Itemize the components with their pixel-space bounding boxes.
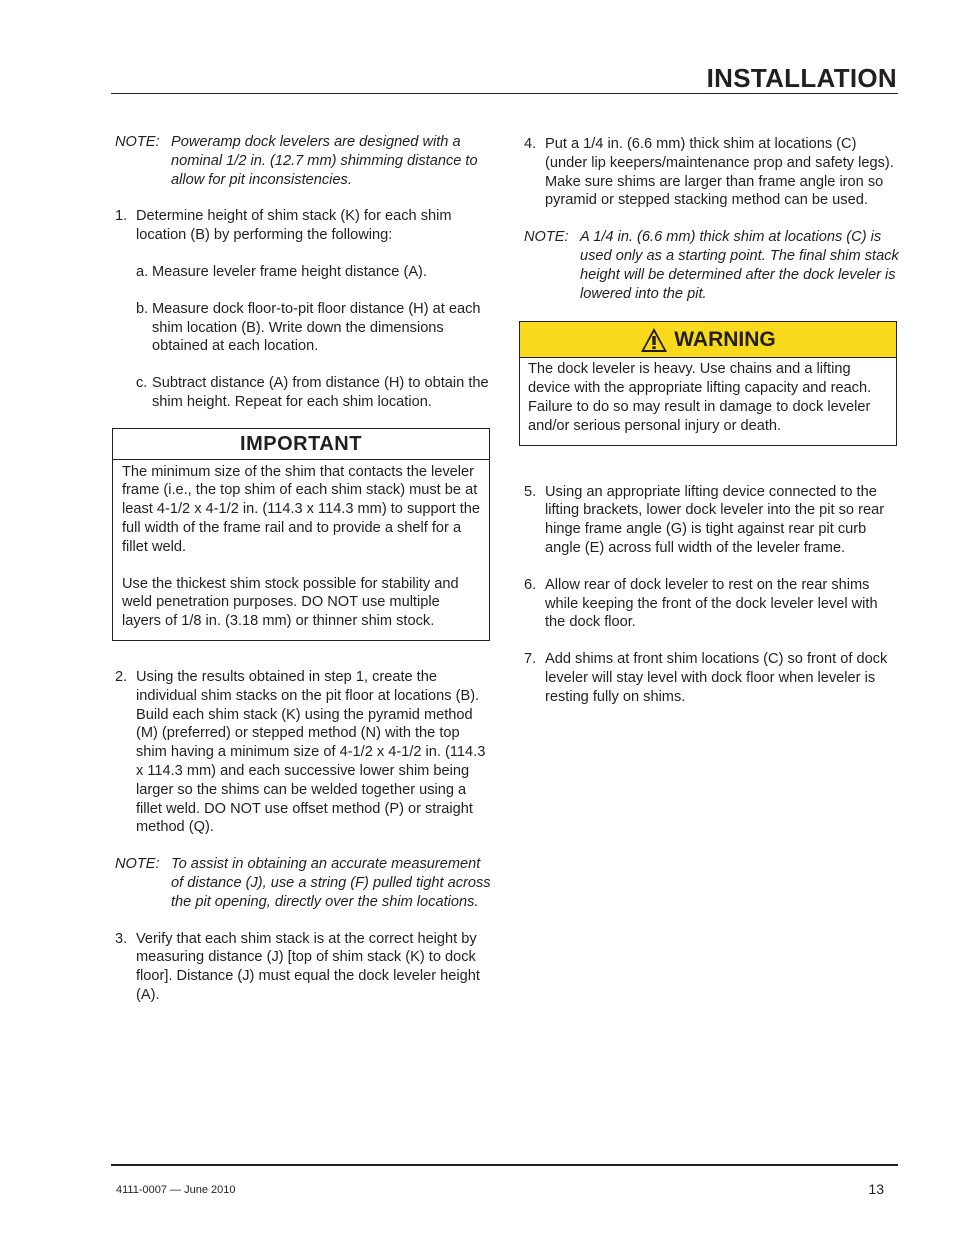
warning-triangle-icon [640, 327, 668, 353]
step-1 [115, 207, 493, 245]
substep-letter: a. [136, 263, 149, 280]
step-number: 4. [524, 136, 537, 152]
note-label: NOTE: [115, 856, 160, 873]
right-column [524, 135, 900, 725]
step-number: 6. [524, 576, 537, 593]
step-5 [524, 483, 900, 558]
step-number: 1. [115, 208, 128, 225]
substep-letter: b. [136, 300, 149, 317]
step-text: Put a 1/4 in. (6.6 mm) thick shim at locations (C) (under lip keepers/maintenance prop and safety legs). Make sure shims are larger than frame angle iron so pyramid or stepped stacking method can be used. [545, 136, 894, 209]
footer-rule [111, 1164, 898, 1166]
note-label: NOTE: [524, 229, 569, 246]
note-pit-inconsistencies [115, 133, 493, 189]
important-box [112, 428, 490, 641]
note-string-measurement [115, 855, 493, 911]
page-title: INSTALLATION [706, 63, 897, 93]
step-2 [115, 668, 493, 837]
note-text: Poweramp dock levelers are designed with a nominal 1/2 in. (12.7 mm) shimming distance to allow for pit inconsistencies. [171, 134, 478, 188]
step-1a [136, 263, 493, 282]
step-1c [136, 374, 493, 412]
step-text: Verify that each shim stack is at the correct height by measuring distance (J) [top of shim stack (K) to dock floor]. Distance (J) must equal the dock leveler height (A). [136, 930, 480, 1003]
important-paragraph-1: The minimum size of the shim that contacts the leveler frame (i.e., the top shim of each shim stack) must be at least 4-1/2 x 4-1/2 in. (114.3 x 114.3 mm) to support the full width of the frame rail and to provide a shelf for a fillet weld. [122, 463, 481, 555]
step-number: 5. [524, 483, 537, 500]
step-6 [524, 576, 900, 632]
note-label: NOTE: [115, 134, 160, 150]
step-1b [136, 300, 493, 356]
substep-letter: c. [136, 375, 148, 392]
step-text: Determine height of shim stack (K) for each shim location (B) by performing the following: [136, 208, 452, 244]
substep-text: Measure dock floor-to-pit floor distance (H) at each shim location (B). Write down the dimensions obtained at each location. [152, 300, 481, 355]
document-id: 4111-0007 — June 2010 [116, 1184, 236, 1196]
step-4 [524, 135, 900, 210]
warning-box [519, 321, 897, 445]
step-7 [524, 650, 900, 706]
step-text: Using an appropriate lifting device connected to the lifting brackets, lower dock leveler into the pit so rear hinge frame angle (G) is tight against rear pit curb angle (E) across full width of the leveler frame. [545, 483, 885, 556]
step-text: Add shims at front shim locations (C) so front of dock leveler will stay level with dock floor when leveler is resting fully on shims. [545, 651, 888, 705]
page-number: 13 [868, 1181, 884, 1197]
note-text: To assist in obtaining an accurate measurement of distance (J), use a string (F) pulled tight across the pit opening, directly over the shim locations. [171, 856, 491, 910]
important-paragraph-2: Use the thickest shim stock possible for stability and weld penetration purposes. DO NOT use multiple layers of 1/8 in. (3.18 mm) or thinner shim stock. [122, 575, 459, 630]
warning-header [520, 322, 896, 358]
warning-body: The dock leveler is heavy. Use chains and a lifting device with the appropriate lifting capacity and reach. Failure to do so may result in damage to dock leveler and/or serious personal injury or death. [528, 361, 872, 434]
header-rule [111, 93, 898, 94]
step-text: Allow rear of dock leveler to rest on the rear shims while keeping the front of the dock leveler level with the dock floor. [545, 576, 878, 631]
note-starting-point [524, 228, 900, 303]
step-number: 3. [115, 930, 128, 947]
step-number: 2. [115, 668, 128, 685]
substep-text: Subtract distance (A) from distance (H) to obtain the shim height. Repeat for each shim location. [152, 375, 489, 410]
important-heading: IMPORTANT [113, 429, 489, 460]
warning-heading: WARNING [674, 327, 776, 351]
step-3 [115, 930, 493, 1005]
important-body [113, 460, 489, 640]
step-text: Using the results obtained in step 1, create the individual shim stacks on the pit floor at locations (B). Build each shim stack (K) using the pyramid method (M) (preferred) or stepped method (N) with the top shim having a minimum size of 4-1/2 x 4-1/2 in. (114.3 x 114.3 mm) and each successive lower shim being larger so the shims can be welded together using a fillet weld. DO NOT use offset method (P) or straight method (Q). [136, 668, 486, 836]
note-text: A 1/4 in. (6.6 mm) thick shim at locations (C) is used only as a starting point. The final shim stack height will be determined after the dock leveler is lowered into the pit. [580, 229, 899, 302]
step-number: 7. [524, 651, 537, 668]
substep-text: Measure leveler frame height distance (A). [152, 263, 427, 280]
left-column [115, 133, 493, 1023]
